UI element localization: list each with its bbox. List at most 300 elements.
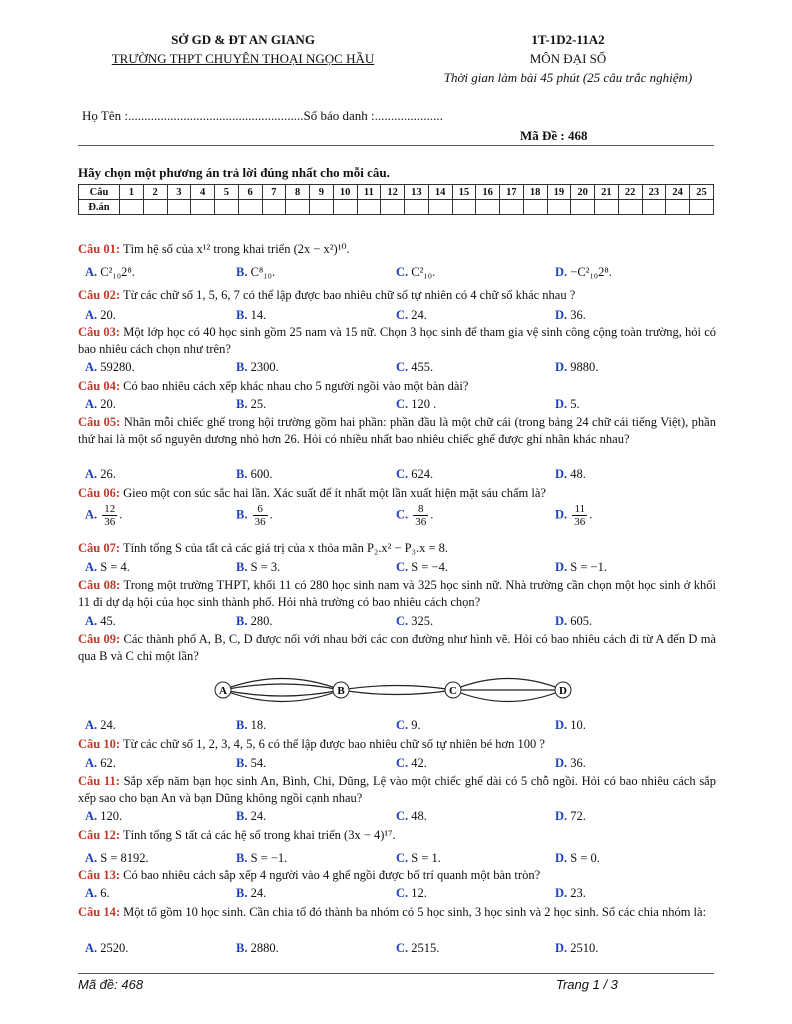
fraction-denominator: 36 [104,516,116,528]
option-letter: B. [236,360,248,374]
answer-options [78,718,718,735]
option-text: 42. [411,756,427,770]
option-letter: B. [236,507,248,522]
option-letter: C. [396,467,409,481]
option-text: C⁸₁₀. [250,265,276,279]
city-road-diagram [205,673,585,707]
answer-option[interactable] [396,265,435,280]
answer-number-cell: 11 [357,185,381,200]
answer-table [78,184,714,215]
option-text: 54. [250,756,267,770]
fraction-numerator: 12 [104,503,116,515]
fraction-numerator: 6 [253,503,268,516]
answer-table-answer-row [79,200,714,215]
question-text [78,414,716,448]
answer-number-cell: 15 [452,185,476,200]
question-body: Trong một trường THPT, khối 11 có 280 học sinh nam và 325 học sinh nữ. Nhà trường cần chọn một học sinh ở khối 11 đi dự dạ hội của học sinh thành phố. Hỏi nhà trường có bao nhiêu cách chọn? [78,578,716,609]
question-number: Câu 04: [78,379,121,393]
answer-options [78,308,718,325]
option-letter: A. [85,467,98,481]
answer-option[interactable] [396,718,421,733]
answer-number-cell: 13 [405,185,429,200]
answer-input-cell[interactable] [595,200,619,215]
answer-option[interactable] [236,756,266,771]
option-text: 5. [570,397,580,411]
option-letter: D. [555,467,568,481]
answer-option[interactable] [85,560,130,575]
answer-option[interactable] [85,308,116,323]
option-text: 24. [250,809,267,823]
answer-option[interactable] [396,809,427,824]
option-letter: C. [396,718,409,732]
school-name: TRƯỜNG THPT CHUYÊN THOẠI NGỌC HẦU [111,51,375,66]
question-body: Tìm hệ số của x¹² trong khai triển (2x − x²)¹⁰. [122,242,350,256]
question-number: Câu 11: [78,774,120,788]
answer-option[interactable] [555,560,607,575]
answer-number-cell: 8 [286,185,310,200]
node-b-label: B [337,685,345,697]
option-letter: D. [555,265,568,279]
question-number: Câu 08: [78,578,121,592]
option-letter: D. [555,756,568,770]
question-text [78,631,716,665]
instruction: Hãy chọn một phương án trả lời đúng nhất cho mỗi câu. [78,165,390,180]
option-text: 280. [250,614,273,628]
answer-number-cell: 4 [191,185,215,200]
option-letter: B. [236,308,248,322]
option-text: 24. [411,308,427,322]
option-fraction [253,503,268,528]
road-c-d [453,690,563,702]
option-letter: D. [555,941,568,955]
question-number: Câu 09: [78,632,121,646]
question-body: Có bao nhiêu cách sắp xếp 4 người vào 4 ghế ngồi được bố trí quanh một bàn tròn? [123,868,541,882]
answer-number-cell: 6 [238,185,262,200]
option-letter: A. [85,265,98,279]
answer-option[interactable] [396,851,441,866]
answer-input-cell[interactable] [476,200,500,215]
question-body: Có bao nhiêu cách xếp khác nhau cho 5 người ngồi vào một bàn dài? [123,379,469,393]
option-text: 2880. [250,941,279,955]
option-text: 72. [570,809,586,823]
answer-option[interactable] [396,397,436,412]
road-b-c [341,690,453,695]
answer-options [78,560,718,577]
answer-table-label: Đ.án [79,200,120,215]
answer-option[interactable] [85,397,116,412]
option-letter: A. [85,851,98,865]
fraction-denominator: 36 [254,516,266,528]
answer-input-cell[interactable] [405,200,429,215]
answer-number-cell: 23 [642,185,666,200]
answer-option[interactable] [85,718,116,733]
answer-option[interactable] [555,756,586,771]
question-body: Từ các chữ số 1, 2, 3, 4, 5, 6 có thể lập được bao nhiêu chữ số tự nhiên bé hơn 100 ? [122,737,545,751]
option-text: 120 . [411,397,437,411]
answer-number-cell: 5 [215,185,239,200]
option-letter: B. [236,941,248,955]
answer-input-cell[interactable] [571,200,595,215]
answer-input-cell[interactable] [618,200,642,215]
answer-number-cell: 19 [547,185,571,200]
question-number: Câu 14: [78,905,121,919]
option-text: S = −1. [250,851,288,865]
road-c-d [453,679,563,691]
answer-option[interactable] [236,941,279,956]
answer-input-cell[interactable] [547,200,571,215]
question-number: Câu 07: [78,541,121,555]
exam-code: Mã Đề : 468 [520,128,588,143]
answer-input-cell[interactable] [690,200,714,215]
option-letter: C. [396,941,409,955]
answer-option[interactable] [236,886,266,901]
option-letter: A. [85,756,98,770]
answer-options [78,360,718,377]
answer-input-cell[interactable] [333,200,357,215]
question-text [78,287,716,304]
answer-option[interactable] [396,756,427,771]
answer-option[interactable] [236,809,266,824]
answer-option[interactable] [236,397,266,412]
answer-option[interactable] [85,360,135,375]
road-b-c [341,686,453,691]
option-text: S = 3. [250,560,281,574]
answer-option[interactable] [236,560,280,575]
answer-option[interactable] [85,265,135,280]
time-note: Thời gian làm bài 45 phút (25 câu trắc nghiệm) [443,70,693,85]
answer-input-cell[interactable] [143,200,167,215]
answer-input-cell[interactable] [666,200,690,215]
question-text [78,577,716,611]
answer-options [78,614,718,631]
question-text [78,241,716,258]
answer-number-cell: 10 [333,185,357,200]
question-body: Các thành phố A, B, C, D được nối với nhau bởi các con đường như hình vẽ. Hỏi có bao nhiêu cách đi từ A đến D mà qua B và C chỉ một lần? [78,632,716,663]
answer-option[interactable] [236,614,272,629]
option-text: 48. [411,809,427,823]
option-text: 12. [411,886,427,900]
answer-option[interactable] [555,614,592,629]
fraction-numerator: 8 [413,503,428,516]
option-letter: B. [236,397,248,411]
option-letter: A. [85,614,98,628]
answer-option[interactable] [236,308,266,323]
option-letter: A. [85,941,98,955]
answer-option[interactable] [236,851,287,866]
question-number: Câu 06: [78,486,121,500]
option-text: C²₁₀2⁸. [100,265,135,279]
option-text: 9. [411,718,421,732]
question-body: Nhãn mỗi chiếc ghế trong hội trường gồm hai phần: phần đầu là một chữ cái (trong bảng 24 chữ cái tiếng Việt), phần thứ hai là một số nguyên dương nhỏ hơn 26. Hỏi có nhiều nhất bao nhiêu chiếc ghế được ghi nhãn khác nhau? [78,415,716,446]
answer-number-cell: 2 [143,185,167,200]
option-text: −C²₁₀2⁸. [570,265,612,279]
answer-option[interactable] [396,360,433,375]
road-a-b [223,684,341,690]
answer-option[interactable] [396,560,448,575]
answer-option[interactable] [555,886,586,901]
option-letter: A. [85,360,98,374]
question-body: Từ các chữ số 1, 5, 6, 7 có thể lập được bao nhiêu chữ số tự nhiên có 4 chữ số khác nhau ? [122,288,576,302]
answer-number-cell: 20 [571,185,595,200]
answer-number-cell: 7 [262,185,286,200]
option-letter: A. [85,809,98,823]
option-letter: A. [85,718,98,732]
answer-input-cell[interactable] [500,200,524,215]
answer-number-cell: 16 [476,185,500,200]
answer-options [78,265,718,282]
answer-option[interactable]: C. $\frac{8}{36}$ . [396,503,434,528]
question-body: Một lớp học có 40 học sinh gồm 25 nam và 15 nữ. Chọn 3 học sinh để tham gia vệ sinh công cộng toàn trường, hỏi có bao nhiêu cách chọn như trên? [78,325,716,356]
answer-input-cell[interactable] [381,200,405,215]
option-letter: B. [236,560,248,574]
answer-input-cell[interactable] [286,200,310,215]
option-text: S = 8192. [100,851,149,865]
option-letter: C. [396,614,409,628]
answer-option[interactable] [555,467,586,482]
question-body: Sắp xếp năm bạn học sinh An, Bình, Chi, Dũng, Lệ vào một chiếc ghế dài có 5 chỗ ngồi. Hỏi có bao nhiêu cách sắp xếp sao cho bạn An và bạn Dũng không ngồi cạnh nhau? [78,774,716,805]
answer-option[interactable] [236,360,279,375]
answer-input-cell[interactable] [357,200,381,215]
option-letter: C. [396,851,409,865]
option-text: 6. [100,886,110,900]
answer-number-cell: 22 [618,185,642,200]
option-text: 10. [570,718,586,732]
footer-exam-code: Mã đề: 468 [78,977,144,992]
answer-number-cell: 21 [595,185,619,200]
answer-input-cell[interactable] [215,200,239,215]
answer-option[interactable] [85,809,122,824]
option-text: 62. [100,756,116,770]
node-c-label: C [449,685,457,697]
answer-input-cell[interactable] [523,200,547,215]
option-letter: C. [396,265,409,279]
header-right [418,30,718,87]
answer-option[interactable] [555,397,580,412]
footer-page-number: Trang 1 / 3 [556,977,618,992]
option-letter: B. [236,851,248,865]
option-letter: B. [236,467,248,481]
option-letter: C. [396,397,409,411]
node-d-label: D [559,685,567,697]
answer-input-cell[interactable] [167,200,191,215]
question-text [78,773,716,807]
answer-option[interactable] [85,756,116,771]
department: SỞ GD & ĐT AN GIANG [171,32,315,47]
question-number: Câu 12: [78,828,121,842]
question-text [78,736,716,753]
question-number: Câu 03: [78,325,121,339]
answer-table-label: Câu [79,185,120,200]
answer-input-cell[interactable] [642,200,666,215]
answer-options [78,941,718,958]
option-fraction [413,503,428,528]
answer-input-cell[interactable] [191,200,215,215]
option-text: 25. [250,397,267,411]
option-text: S = −4. [411,560,448,574]
option-text: 120. [100,809,123,823]
answer-options [78,467,718,484]
answer-number-cell: 24 [666,185,690,200]
subject: MÔN ĐẠI SỐ [529,51,607,66]
option-letter: C. [396,360,409,374]
answer-input-cell[interactable] [120,200,144,215]
option-text: 2520. [100,941,129,955]
option-letter: D. [555,718,568,732]
option-text: 23. [570,886,586,900]
option-text: 36. [570,756,586,770]
answer-option[interactable] [85,851,149,866]
answer-option[interactable] [85,941,128,956]
option-letter: D. [555,308,568,322]
question-number: Câu 02: [78,288,121,302]
option-letter: C. [396,560,409,574]
road-a-b [223,690,341,696]
option-text: S = −1. [570,560,607,574]
answer-option[interactable] [555,718,586,733]
answer-options [78,397,718,414]
answer-number-cell: 9 [310,185,334,200]
answer-option[interactable] [396,614,433,629]
option-text: S = 4. [100,560,130,574]
question-text [78,540,716,557]
option-letter: C. [396,886,409,900]
option-text: 18. [250,718,267,732]
option-text: S = 1. [411,851,441,865]
answer-option[interactable] [555,851,600,866]
question-body: Tính tổng S của tất cả các giá trị của x thỏa mãn P₂.x² − P₃.x = 8. [122,541,449,555]
answer-number-cell: 17 [500,185,524,200]
answer-option[interactable] [555,941,598,956]
option-text: 59280. [100,360,135,374]
option-text: 2510. [570,941,599,955]
answer-input-cell[interactable] [238,200,262,215]
option-text: 24. [100,718,116,732]
header-divider [78,145,714,146]
answer-option[interactable]: D. $\frac{11}{36}$ . [555,503,593,528]
option-letter: B. [236,614,248,628]
exam-code-header: 1T-1D2-11A2 [531,32,605,47]
answer-number-cell: 1 [120,185,144,200]
answer-option[interactable] [555,360,598,375]
question-text [78,867,716,884]
question-number: Câu 01: [78,242,121,256]
option-letter: C. [396,507,409,522]
fraction-denominator: 36 [415,516,427,528]
answer-input-cell[interactable] [262,200,286,215]
answer-option[interactable]: B. $\frac{6}{36}$ . [236,503,273,528]
option-letter: B. [236,718,248,732]
header-left [78,30,408,68]
question-text [78,827,716,844]
option-text: 455. [411,360,434,374]
option-text: 2300. [250,360,279,374]
answer-option[interactable] [85,467,116,482]
student-info-line: Họ Tên :......................................................Số báo danh :..................... [82,108,443,123]
answer-number-cell: 3 [167,185,191,200]
answer-option[interactable] [396,467,433,482]
option-text: 605. [570,614,593,628]
option-text: 24. [250,886,267,900]
option-text: 14. [250,308,267,322]
answer-option[interactable] [85,886,110,901]
answer-option[interactable] [396,941,439,956]
option-letter: D. [555,614,568,628]
question-number: Câu 13: [78,868,121,882]
option-letter: D. [555,360,568,374]
option-letter: D. [555,886,568,900]
answer-option[interactable] [236,467,272,482]
node-a-label: A [219,685,227,697]
option-text: 325. [411,614,434,628]
option-letter: B. [236,809,248,823]
question-body: Tính tổng S tất cả các hệ số trong khai triển (3x − 4)¹⁷. [122,828,396,842]
answer-options [78,886,718,903]
option-letter: D. [555,560,568,574]
option-letter: D. [555,507,568,522]
question-number: Câu 05: [78,415,121,429]
question-text [78,485,716,502]
option-letter: C. [396,756,409,770]
answer-number-cell: 18 [523,185,547,200]
question-text [78,324,716,358]
option-letter: D. [555,851,568,865]
option-text: 36. [570,308,586,322]
answer-number-cell: 12 [381,185,405,200]
answer-option[interactable] [555,809,586,824]
option-text: 20. [100,397,116,411]
option-text: 26. [100,467,116,481]
answer-number-cell: 14 [428,185,452,200]
option-letter: A. [85,886,98,900]
option-letter: A. [85,507,98,522]
option-letter: A. [85,397,98,411]
option-text: 45. [100,614,116,628]
question-body: Một tổ gồm 10 học sinh. Cần chia tổ đó thành ba nhóm có 5 học sinh, 3 học sinh và 2 học sinh. Số các chia nhóm là: [123,905,707,919]
option-letter: A. [85,560,98,574]
answer-options [78,756,718,773]
answer-input-cell[interactable] [310,200,334,215]
option-text: 20. [100,308,116,322]
question-number: Câu 10: [78,737,121,751]
option-letter: D. [555,397,568,411]
answer-option[interactable] [555,308,586,323]
answer-options [78,809,718,826]
option-letter: C. [396,308,409,322]
footer-divider [78,973,714,974]
answer-input-cell[interactable] [452,200,476,215]
option-letter: C. [396,809,409,823]
answer-option[interactable]: A. $\frac{12}{36}$ . [85,503,123,528]
answer-options [78,503,718,533]
option-fraction [572,503,587,528]
answer-option[interactable] [236,265,275,280]
option-text: S = 0. [570,851,600,865]
answer-option[interactable] [236,718,266,733]
answer-option[interactable] [396,886,427,901]
answer-option[interactable] [396,308,427,323]
question-body: Gieo một con súc sắc hai lần. Xác suất để ít nhất một lần xuất hiện mặt sáu chấm là? [123,486,546,500]
option-fraction [102,503,117,528]
answer-input-cell[interactable] [428,200,452,215]
answer-option[interactable] [85,614,116,629]
option-text: 48. [570,467,586,481]
option-letter: B. [236,886,248,900]
fraction-denominator: 36 [574,516,586,528]
option-text: 9880. [570,360,599,374]
option-text: C²₁₀. [411,265,436,279]
question-text [78,904,716,921]
answer-option[interactable] [555,265,612,280]
